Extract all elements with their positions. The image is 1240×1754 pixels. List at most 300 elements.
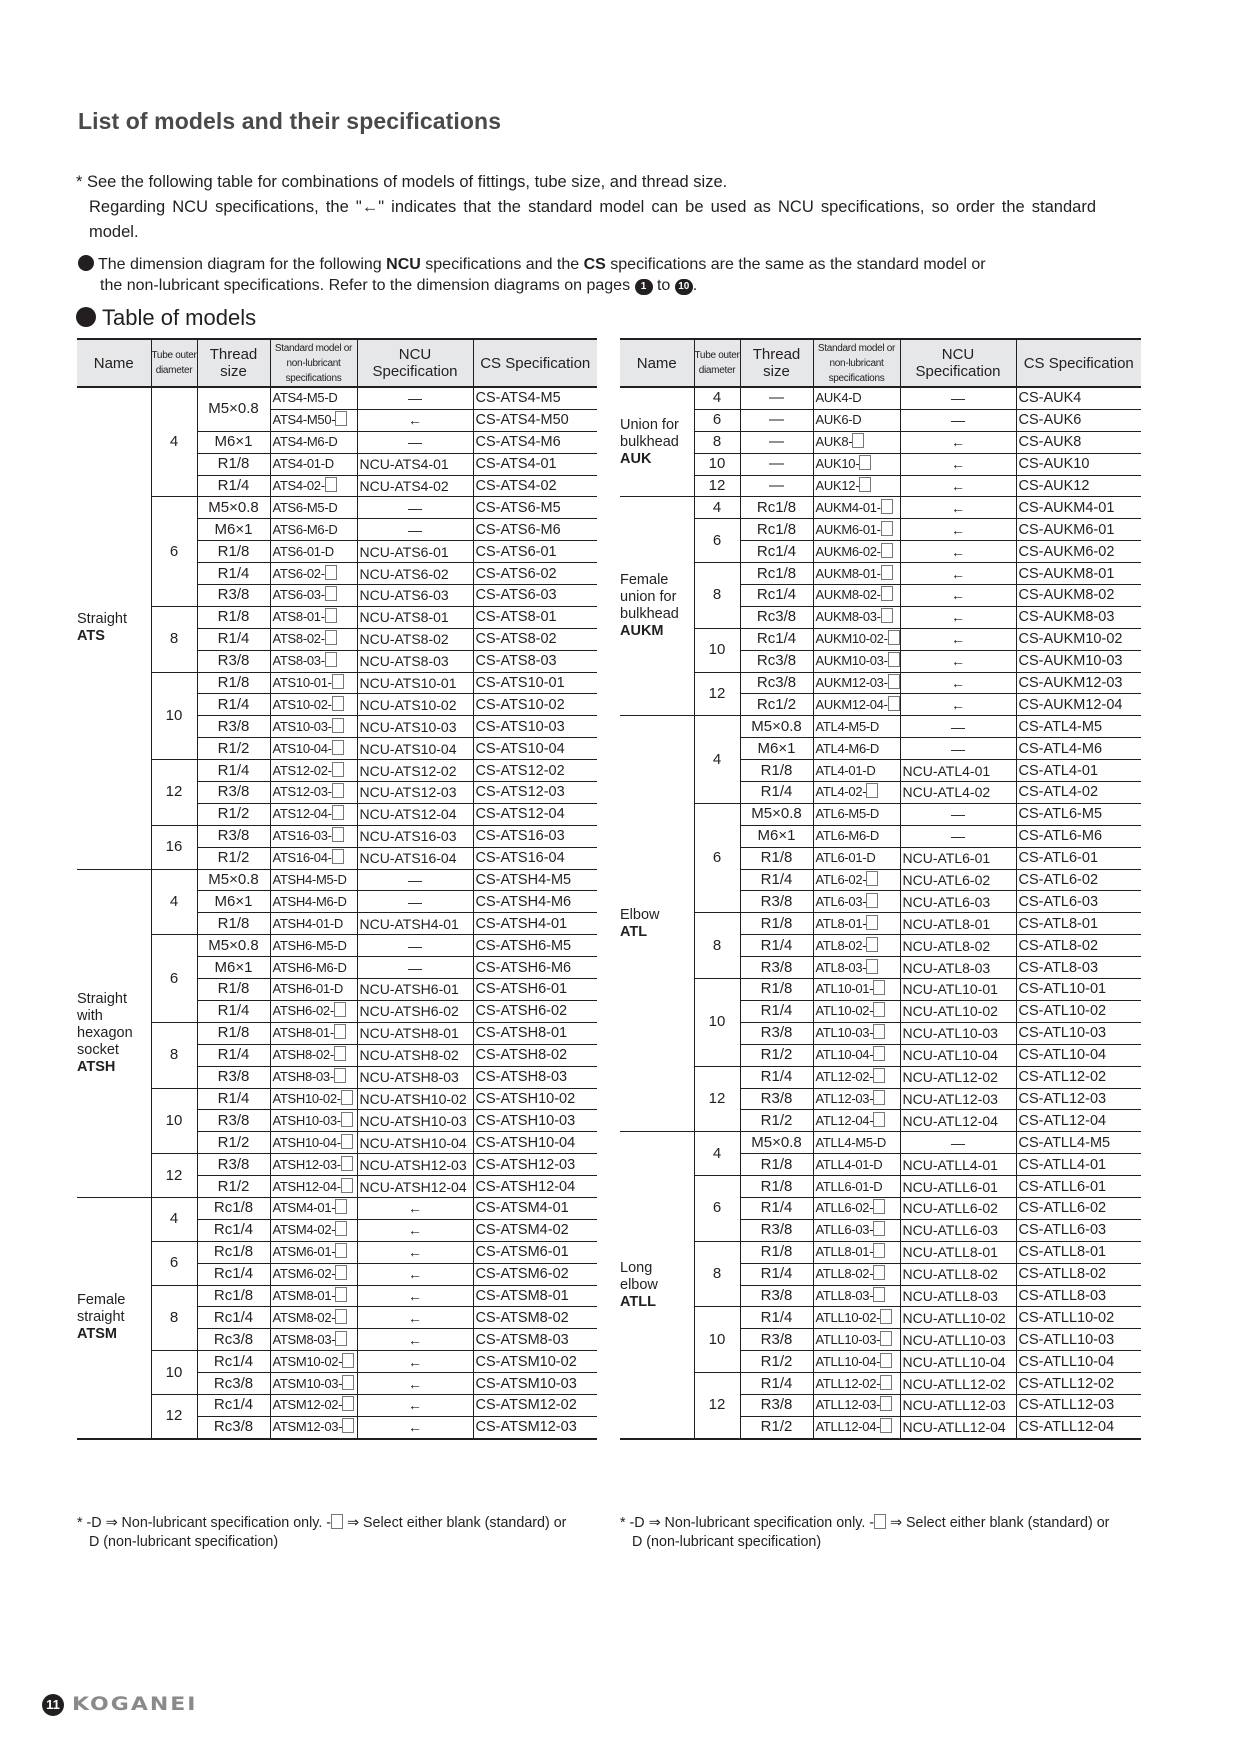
cs-spec-cell: CS-ATSM4-02 (473, 1219, 597, 1241)
thread-size-cell: R1/8 (740, 847, 813, 869)
standard-model-cell (270, 431, 357, 453)
brand-logo: KOGANEI (72, 1693, 198, 1716)
standard-model-text: ATSM10-03- (272, 1375, 343, 1391)
thread-size-cell: Rc1/4 (740, 628, 813, 650)
table-row (77, 497, 597, 519)
blank-box-icon (873, 1265, 885, 1280)
ncu-spec-cell: NCU-ATL8-03 (900, 957, 1016, 979)
ncu-spec-cell: NCU-ATS16-04 (357, 847, 473, 869)
tube-diameter-cell: 4 (151, 1197, 197, 1241)
blank-box-icon (866, 893, 878, 908)
fitting-code: ATLL (620, 1293, 656, 1310)
ncu-spec-cell: — (900, 738, 1016, 760)
thread-size-cell: R1/2 (197, 803, 270, 825)
cs-spec-cell: CS-ATLL12-03 (1016, 1394, 1141, 1416)
blank-box-icon (335, 1331, 347, 1346)
ncu-spec-cell: ← (357, 1285, 473, 1307)
blank-box-icon (335, 1287, 347, 1302)
cs-spec-cell: CS-ATSH12-03 (473, 1154, 597, 1176)
thread-size-cell: — (740, 387, 813, 409)
ncu-spec-cell: ← (357, 409, 473, 431)
blank-box-icon (341, 1178, 353, 1193)
blank-box-icon (873, 1024, 885, 1039)
ncu-spec-cell: NCU-ATS6-01 (357, 541, 473, 563)
cs-spec-cell: CS-ATS12-04 (473, 803, 597, 825)
thread-size-cell: R1/2 (197, 738, 270, 760)
thread-size-cell: R1/2 (740, 1044, 813, 1066)
tube-diameter-cell: 8 (151, 1022, 197, 1088)
thread-size-cell: R1/4 (197, 563, 270, 585)
standard-model-text: ATL4-01-D (815, 762, 876, 778)
blank-box-icon (873, 1243, 885, 1258)
standard-model-cell (813, 1307, 900, 1329)
ncu-spec-cell: ← (357, 1416, 473, 1438)
thread-size-cell: Rc1/4 (740, 585, 813, 607)
blank-box-icon (342, 1353, 354, 1368)
standard-model-text: ATSM6-01- (272, 1244, 336, 1260)
standard-model-text: AUKM12-03- (815, 675, 888, 691)
col-header-name: Name (77, 339, 151, 387)
table-header-row (77, 339, 597, 387)
standard-model-cell (270, 628, 357, 650)
standard-model-cell (270, 1132, 357, 1154)
ncu-spec-cell: NCU-ATS4-02 (357, 475, 473, 497)
thread-size-cell: R1/4 (740, 1066, 813, 1088)
ncu-spec-cell: — (900, 387, 1016, 409)
ncu-spec-cell: NCU-ATS6-02 (357, 563, 473, 585)
blank-box-icon (873, 1002, 885, 1017)
ncu-spec-cell: NCU-ATS12-04 (357, 803, 473, 825)
ncu-spec-cell: ← (357, 1241, 473, 1263)
page-footer (42, 1692, 197, 1717)
blank-box-icon (325, 652, 337, 667)
blank-box-icon (873, 1090, 885, 1105)
thread-size-cell: R3/8 (740, 957, 813, 979)
thread-size-cell: Rc3/8 (197, 1373, 270, 1395)
fitting-name-cell (77, 869, 151, 1197)
cs-spec-cell: CS-ATS4-M50 (473, 409, 597, 431)
standard-model-cell (813, 891, 900, 913)
standard-model-cell (813, 760, 900, 782)
thread-size-cell: — (740, 453, 813, 475)
bullet-icon (76, 307, 96, 327)
table-row (620, 431, 1141, 453)
fitting-name: with (77, 1007, 103, 1024)
blank-box-icon (332, 849, 344, 864)
ncu-spec-cell: NCU-ATS8-03 (357, 650, 473, 672)
standard-model-text: ATS6-03- (272, 587, 325, 603)
standard-model-text: ATS16-03- (272, 828, 332, 844)
cs-spec-cell: CS-ATSM6-02 (473, 1263, 597, 1285)
thread-size-cell: Rc3/8 (197, 1329, 270, 1351)
thread-size-cell: Rc1/8 (197, 1197, 270, 1219)
cs-spec-cell: CS-ATSH10-04 (473, 1132, 597, 1154)
thread-size-cell: R1/2 (197, 1132, 270, 1154)
standard-model-cell (270, 1219, 357, 1241)
col-header-thread: Thread size (197, 339, 270, 387)
fitting-name-cell (620, 716, 694, 1132)
thread-size-cell: Rc1/4 (197, 1219, 270, 1241)
standard-model-cell (270, 409, 357, 431)
cs-spec-cell: CS-ATSM12-02 (473, 1394, 597, 1416)
blank-box-icon (341, 1112, 353, 1127)
thread-size-cell: R1/8 (740, 913, 813, 935)
ncu-spec-cell: NCU-ATS6-03 (357, 585, 473, 607)
cs-spec-cell: CS-ATL4-M6 (1016, 738, 1141, 760)
dimension-note-text: the non-lubricant specifications. Refer to the dimension diagrams on pages (100, 277, 635, 294)
standard-model-text: AUK4-D (815, 390, 862, 406)
cs-spec-cell: CS-AUKM8-02 (1016, 585, 1141, 607)
standard-model-text: ATS4-M6-D (272, 434, 338, 450)
tube-diameter-cell: 6 (694, 803, 740, 912)
fitting-name: hexagon (77, 1024, 133, 1041)
fitting-code: ATL (620, 923, 648, 940)
thread-size-cell: R1/8 (740, 1154, 813, 1176)
table-row (620, 475, 1141, 497)
cs-spec-cell: CS-ATS4-01 (473, 453, 597, 475)
fitting-name: straight (77, 1309, 125, 1326)
cs-spec-cell: CS-AUKM8-01 (1016, 563, 1141, 585)
standard-model-text: ATSH4-M6-D (272, 893, 347, 909)
ncu-spec-cell: NCU-ATL10-02 (900, 1000, 1016, 1022)
ncu-spec-cell: ← (357, 1329, 473, 1351)
standard-model-cell (270, 869, 357, 891)
ncu-spec-cell: ← (900, 628, 1016, 650)
ncu-spec-cell: ← (900, 431, 1016, 453)
ncu-spec-cell: NCU-ATL6-01 (900, 847, 1016, 869)
standard-model-text: ATS4-01-D (272, 456, 334, 472)
standard-model-text: ATS6-01-D (272, 543, 334, 559)
dimension-note-text: . (692, 277, 698, 294)
tube-diameter-cell: 4 (151, 387, 197, 497)
thread-size-cell: R3/8 (197, 585, 270, 607)
standard-model-cell (813, 1176, 900, 1198)
standard-model-cell (270, 1088, 357, 1110)
table-row (620, 563, 1141, 585)
standard-model-text: ATLL8-03- (815, 1287, 874, 1303)
thread-size-cell: Rc3/8 (740, 606, 813, 628)
ncu-spec-cell: NCU-ATS10-03 (357, 716, 473, 738)
cs-spec-cell: CS-ATSH8-01 (473, 1022, 597, 1044)
tube-diameter-cell: 10 (694, 979, 740, 1067)
standard-model-text: ATS10-01- (272, 675, 332, 691)
thread-size-cell: M5×0.8 (740, 1132, 813, 1154)
thread-size-cell: Rc1/4 (197, 1351, 270, 1373)
standard-model-cell (813, 1066, 900, 1088)
standard-model-cell (813, 803, 900, 825)
ncu-spec-cell: NCU-ATL10-03 (900, 1022, 1016, 1044)
table-row (620, 803, 1141, 825)
standard-model-cell (270, 957, 357, 979)
cs-spec-cell: CS-ATS12-03 (473, 782, 597, 804)
standard-model-text: ATS8-02- (272, 631, 325, 647)
dimension-note-text: specifications are the same as the standard model or (605, 256, 986, 273)
standard-model-cell (270, 650, 357, 672)
standard-model-cell (813, 563, 900, 585)
fitting-name: socket (77, 1041, 119, 1058)
page-number: 11 (42, 1694, 64, 1716)
standard-model-cell (270, 606, 357, 628)
blank-box-icon (873, 980, 885, 995)
ncu-spec-cell: NCU-ATS10-01 (357, 672, 473, 694)
page-title: List of models and their specifications (78, 108, 502, 134)
blank-box-icon (332, 696, 344, 711)
tube-diameter-cell: 6 (151, 497, 197, 606)
cs-spec-cell: CS-ATL4-M5 (1016, 716, 1141, 738)
standard-model-text: ATS10-02- (272, 696, 332, 712)
cs-spec-cell: CS-ATL6-02 (1016, 869, 1141, 891)
fitting-name: Female (620, 572, 669, 589)
fitting-code: ATS (77, 628, 105, 645)
cs-spec-cell: CS-ATLL6-01 (1016, 1176, 1141, 1198)
cs-spec-cell: CS-ATSM6-01 (473, 1241, 597, 1263)
cs-spec-cell: CS-ATS6-M6 (473, 519, 597, 541)
standard-model-text: ATS4-M50- (272, 412, 336, 428)
table-row (77, 1197, 597, 1219)
standard-model-cell (270, 1066, 357, 1088)
tube-diameter-cell: 12 (694, 475, 740, 497)
ncu-spec-cell: — (357, 957, 473, 979)
fitting-name: union for (620, 589, 677, 606)
blank-box-icon (873, 1287, 885, 1302)
standard-model-cell (270, 585, 357, 607)
tube-diameter-cell: 12 (151, 1394, 197, 1438)
thread-size-cell: R3/8 (740, 1285, 813, 1307)
cs-spec-cell: CS-ATL4-01 (1016, 760, 1141, 782)
col-header-ncu: NCU Specification (900, 339, 1016, 387)
cs-spec-cell: CS-ATL6-01 (1016, 847, 1141, 869)
standard-model-text: AUK10- (815, 456, 860, 472)
standard-model-text: ATSM8-03- (272, 1331, 336, 1347)
standard-model-cell (813, 957, 900, 979)
blank-box-icon (332, 783, 344, 798)
ncu-spec-cell: NCU-ATLL8-01 (900, 1241, 1016, 1263)
standard-model-text: ATS8-01- (272, 609, 325, 625)
ncu-spec-cell: NCU-ATSH10-02 (357, 1088, 473, 1110)
thread-size-cell: R1/8 (197, 672, 270, 694)
ncu-spec-cell: NCU-ATL4-01 (900, 760, 1016, 782)
standard-model-text: ATL4-M6-D (815, 740, 880, 756)
standard-model-text: ATL6-03- (815, 893, 867, 909)
bullet-icon (78, 255, 94, 271)
ncu-spec-cell: NCU-ATSH6-01 (357, 979, 473, 1001)
ncu-spec-cell: — (357, 519, 473, 541)
thread-size-cell: R1/2 (740, 1416, 813, 1438)
blank-box-icon (341, 1134, 353, 1149)
thread-size-cell: M5×0.8 (197, 497, 270, 519)
standard-model-cell (270, 694, 357, 716)
standard-model-cell (813, 738, 900, 760)
tube-diameter-cell: 12 (694, 1066, 740, 1132)
cs-spec-cell: CS-ATLL8-03 (1016, 1285, 1141, 1307)
cs-spec-cell: CS-ATLL6-02 (1016, 1197, 1141, 1219)
standard-model-cell (270, 1373, 357, 1395)
table-row (620, 672, 1141, 694)
blank-box-icon (325, 630, 337, 645)
standard-model-text: ATSH6-M5-D (272, 937, 347, 953)
blank-box-icon (873, 1221, 885, 1236)
standard-model-cell (813, 1329, 900, 1351)
tube-diameter-cell: 10 (151, 1088, 197, 1154)
ncu-spec-cell: ← (900, 519, 1016, 541)
col-header-thread: Thread size (740, 339, 813, 387)
standard-model-text: ATL6-M5-D (815, 806, 880, 822)
intro-note (76, 170, 1096, 245)
blank-box-icon (852, 433, 864, 448)
standard-model-cell (813, 475, 900, 497)
standard-model-cell (813, 913, 900, 935)
cs-spec-cell: CS-ATL6-03 (1016, 891, 1141, 913)
cs-spec-cell: CS-ATLL4-01 (1016, 1154, 1141, 1176)
cs-spec-cell: CS-ATL10-01 (1016, 979, 1141, 1001)
ncu-spec-cell: ← (357, 1219, 473, 1241)
blank-box-icon (880, 1331, 892, 1346)
ncu-spec-cell: NCU-ATSH8-02 (357, 1044, 473, 1066)
standard-model-cell (813, 847, 900, 869)
ncu-spec-cell: NCU-ATS10-04 (357, 738, 473, 760)
standard-model-text: ATL6-M6-D (815, 828, 880, 844)
ncu-spec-cell: NCU-ATSH10-04 (357, 1132, 473, 1154)
ncu-spec-cell: NCU-ATL6-02 (900, 869, 1016, 891)
standard-model-cell (813, 650, 900, 672)
standard-model-text: ATLL10-03- (815, 1331, 881, 1347)
ncu-spec-cell: NCU-ATL8-01 (900, 913, 1016, 935)
table-row (620, 1176, 1141, 1198)
ncu-spec-cell: NCU-ATS8-02 (357, 628, 473, 650)
standard-model-text: ATSH4-01-D (272, 915, 343, 931)
standard-model-cell (813, 628, 900, 650)
standard-model-text: ATS10-04- (272, 740, 332, 756)
ncu-spec-cell: NCU-ATLL8-02 (900, 1263, 1016, 1285)
thread-size-cell: Rc3/8 (740, 650, 813, 672)
ncu-spec-cell: ← (900, 650, 1016, 672)
ncu-spec-cell: NCU-ATS16-03 (357, 825, 473, 847)
blank-box-icon (866, 871, 878, 886)
fitting-name-cell (620, 497, 694, 716)
thread-size-cell: M6×1 (740, 738, 813, 760)
tube-diameter-cell: 10 (694, 628, 740, 672)
standard-model-text: ATSM4-02- (272, 1222, 336, 1238)
standard-model-text: ATSH8-03- (272, 1069, 334, 1085)
standard-model-text: AUKM8-01- (815, 565, 881, 581)
thread-size-cell: R1/2 (197, 1176, 270, 1198)
thread-size-cell: M6×1 (197, 891, 270, 913)
tube-diameter-cell: 10 (694, 1307, 740, 1373)
standard-model-cell (813, 1394, 900, 1416)
standard-model-text: ATLL12-04- (815, 1419, 881, 1435)
tube-diameter-cell: 8 (694, 1241, 740, 1307)
table-row (77, 935, 597, 957)
thread-size-cell: R1/8 (197, 453, 270, 475)
thread-size-cell: R1/4 (197, 1088, 270, 1110)
dimension-note-text: to (652, 277, 675, 294)
thread-size-cell: R1/4 (197, 1044, 270, 1066)
standard-model-cell (813, 1373, 900, 1395)
ncu-spec-cell: — (900, 409, 1016, 431)
ncu-spec-cell: NCU-ATL6-03 (900, 891, 1016, 913)
ncu-spec-cell: NCU-ATL12-04 (900, 1110, 1016, 1132)
blank-box-icon (332, 762, 344, 777)
tube-diameter-cell: 10 (151, 1351, 197, 1395)
thread-size-cell: Rc1/8 (197, 1285, 270, 1307)
standard-model-text: ATL12-04- (815, 1112, 874, 1128)
standard-model-text: ATSM12-02- (272, 1397, 343, 1413)
ncu-spec-cell: NCU-ATSH8-01 (357, 1022, 473, 1044)
ncu-spec-cell: ← (357, 1307, 473, 1329)
blank-box-icon (335, 1221, 347, 1236)
blank-box-icon (334, 1046, 346, 1061)
standard-model-cell (270, 847, 357, 869)
ncu-spec-cell: NCU-ATSH12-04 (357, 1176, 473, 1198)
blank-box-icon (880, 1418, 892, 1433)
table-row (77, 825, 597, 847)
standard-model-text: AUKM8-02- (815, 587, 881, 603)
cs-spec-cell: CS-ATSM12-03 (473, 1416, 597, 1438)
ncu-spec-cell: ← (900, 606, 1016, 628)
ncu-spec-cell: — (900, 803, 1016, 825)
standard-model-cell (270, 563, 357, 585)
thread-size-cell: R1/4 (197, 628, 270, 650)
blank-box-icon (866, 937, 878, 952)
standard-model-cell (270, 672, 357, 694)
cs-spec-cell: CS-AUKM12-04 (1016, 694, 1141, 716)
blank-box-icon (325, 477, 337, 492)
tube-diameter-cell: 12 (151, 1154, 197, 1198)
page-ref-to-icon: 10 (675, 279, 693, 295)
ncu-spec-cell: — (357, 935, 473, 957)
standard-model-cell (270, 803, 357, 825)
blank-box-icon (880, 1375, 892, 1390)
cs-spec-cell: CS-AUKM8-03 (1016, 606, 1141, 628)
standard-model-text: ATS4-M5-D (272, 390, 338, 406)
cs-spec-cell: CS-ATSM4-01 (473, 1197, 597, 1219)
standard-model-text: ATL10-04- (815, 1047, 874, 1063)
tube-diameter-cell: 4 (151, 869, 197, 935)
thread-size-cell: R1/8 (197, 606, 270, 628)
standard-model-cell (270, 1110, 357, 1132)
standard-model-text: ATS12-03- (272, 784, 332, 800)
thread-size-cell: R1/4 (197, 1000, 270, 1022)
blank-box-icon (342, 1375, 354, 1390)
footnote-text: ⇒ Select either blank (standard) or (886, 1515, 1110, 1531)
fitting-code: ATSH (77, 1058, 116, 1075)
blank-box-icon (859, 477, 871, 492)
ncu-spec-cell: NCU-ATL10-01 (900, 979, 1016, 1001)
fitting-name-cell (620, 387, 694, 497)
ncu-spec-cell: NCU-ATLL6-03 (900, 1219, 1016, 1241)
ncu-spec-cell: — (357, 387, 473, 409)
standard-model-text: ATSH6-01-D (272, 981, 343, 997)
ncu-spec-cell: ← (357, 1351, 473, 1373)
cs-spec-cell: CS-ATS12-02 (473, 760, 597, 782)
standard-model-text: AUKM6-02- (815, 543, 881, 559)
blank-box-icon (881, 586, 893, 601)
ncu-spec-cell: — (357, 497, 473, 519)
blank-box-icon (881, 565, 893, 580)
col-header-cs: CS Specification (1016, 339, 1141, 387)
standard-model-cell (813, 979, 900, 1001)
ncu-spec-cell: ← (357, 1373, 473, 1395)
blank-box-icon (325, 565, 337, 580)
blank-box-icon (335, 1243, 347, 1258)
fitting-name: Female (77, 1292, 126, 1309)
standard-model-text: ATSM8-01- (272, 1287, 336, 1303)
ncu-spec-cell: ← (357, 1197, 473, 1219)
thread-size-cell: R1/4 (740, 869, 813, 891)
standard-model-text: ATL10-03- (815, 1025, 874, 1041)
standard-model-text: ATL6-02- (815, 872, 867, 888)
standard-model-text: ATL10-01- (815, 981, 874, 997)
